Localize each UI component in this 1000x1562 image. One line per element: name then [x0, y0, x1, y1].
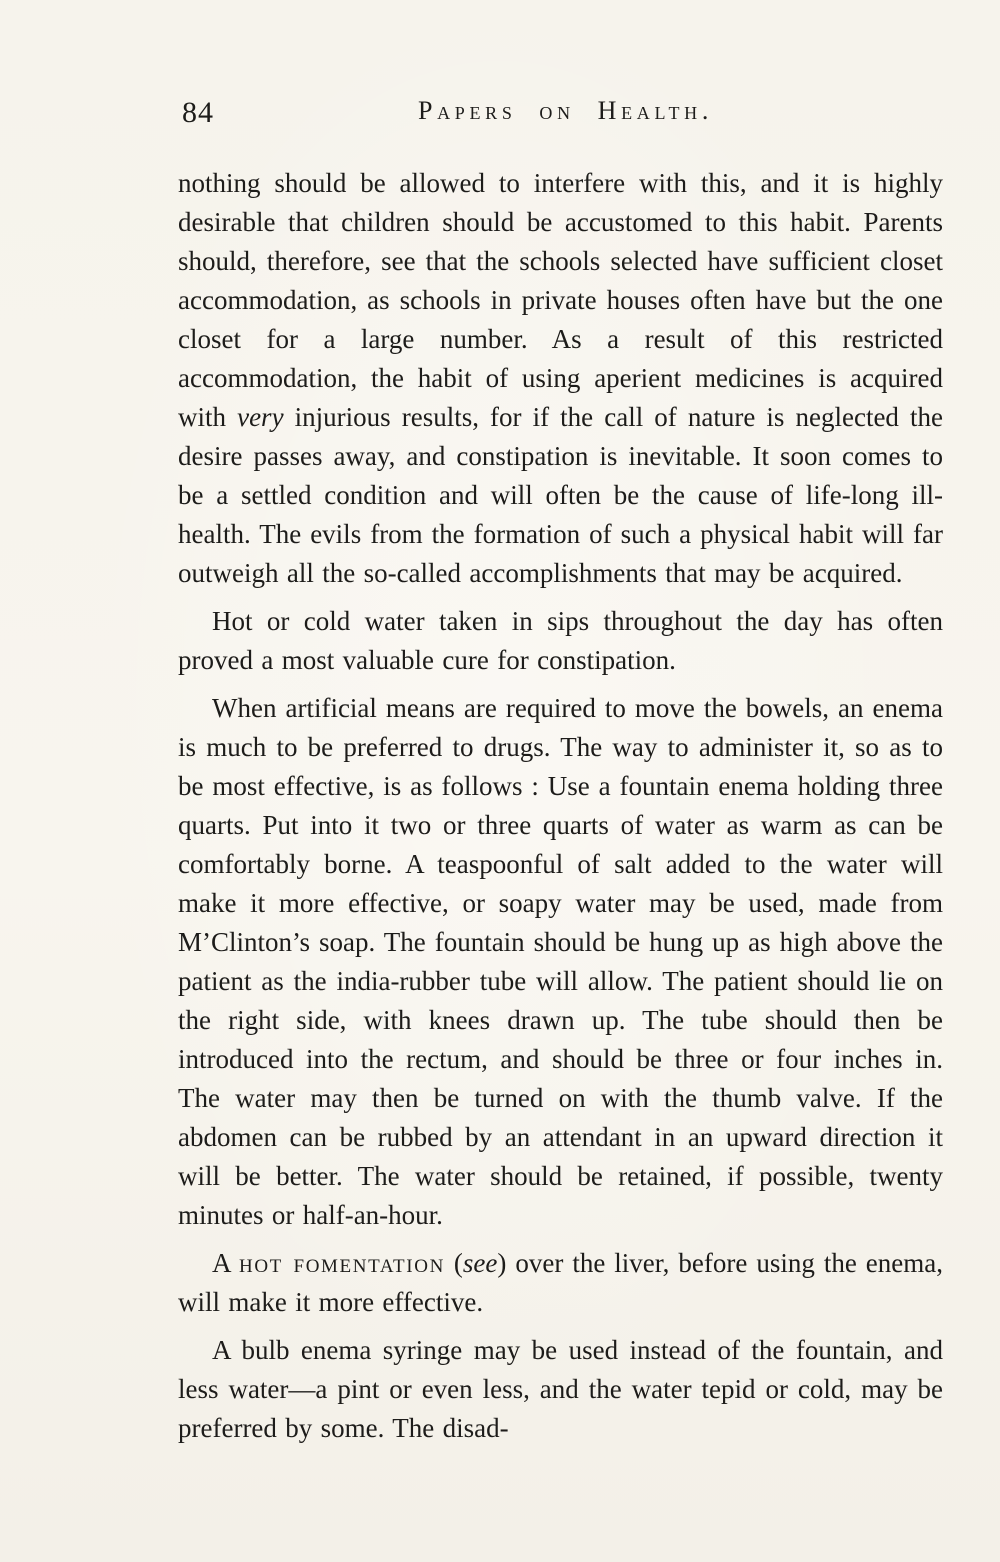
text-segment-italic: very: [237, 402, 284, 432]
text-segment: Hot or cold water taken in sips throughout the day has often proved a most valuable cure for constipation.: [178, 606, 943, 675]
text-segment: ) over the liver, before using the enema, will make it more effective.: [178, 1248, 943, 1317]
text-segment: A: [212, 1248, 239, 1278]
running-title: Papers on Health.: [417, 96, 714, 125]
text-segment-smallcaps: hot fomentation: [239, 1248, 445, 1278]
text-segment-italic: see: [462, 1248, 498, 1278]
text-segment: A bulb enema syringe may be used instead of the fountain, and less water—a pint or even less, and the water tepid or cold, may be preferred by some. The disad-: [178, 1335, 943, 1443]
paragraph: [178, 689, 943, 1235]
page-number: 84: [182, 96, 214, 129]
text-column: [178, 96, 943, 1448]
text-segment: When artificial means are required to move the bowels, an enema is much to be preferred to drugs. The way to administer it, so as to be most effective, is as follows : Use a fountain enema holding three quarts. Put into it two or three quarts of water as warm as can be comfortably borne. A teaspoonful of salt added to the water will make it more effective, or soapy water may be used, made from M’Clinton’s soap. The fountain should be hung up as high above the patient as the india-rubber tube will allow. The patient should lie on the right side, with knees drawn up. The tube should then be introduced into the rectum, and should be three or four inches in. The water may then be turned on with the thumb valve. If the abdomen can be rubbed by an attendant in an upward direction it will be better. The water should be retained, if possible, twenty minutes or half-an-hour.: [178, 693, 943, 1230]
text-segment: nothing should be allowed to interfere with this, and it is highly desirable that children should be accustomed to this habit. Parents should, therefore, see that the schools selected have sufficient closet accommodation, as schools in private houses often have but the one closet for a large number. As a result of this restricted accommodation, the habit of using aperient medicines is acquired with: [178, 168, 943, 432]
text-segment: injurious results, for if the call of nature is neglected the desire passes away, and constipation is inevitable. It soon comes to be a settled condition and will often be the cause of life-long ill-health. The evils from the formation of such a physical habit will far outweigh all the so-called accomplishments that may be acquired.: [178, 402, 943, 588]
page-header: [178, 96, 943, 138]
page-body: [178, 164, 943, 1448]
text-segment: (: [444, 1248, 463, 1278]
paragraph: [178, 1244, 943, 1322]
paragraph: [178, 602, 943, 680]
paragraph: [178, 1331, 943, 1448]
paragraph: [178, 164, 943, 593]
